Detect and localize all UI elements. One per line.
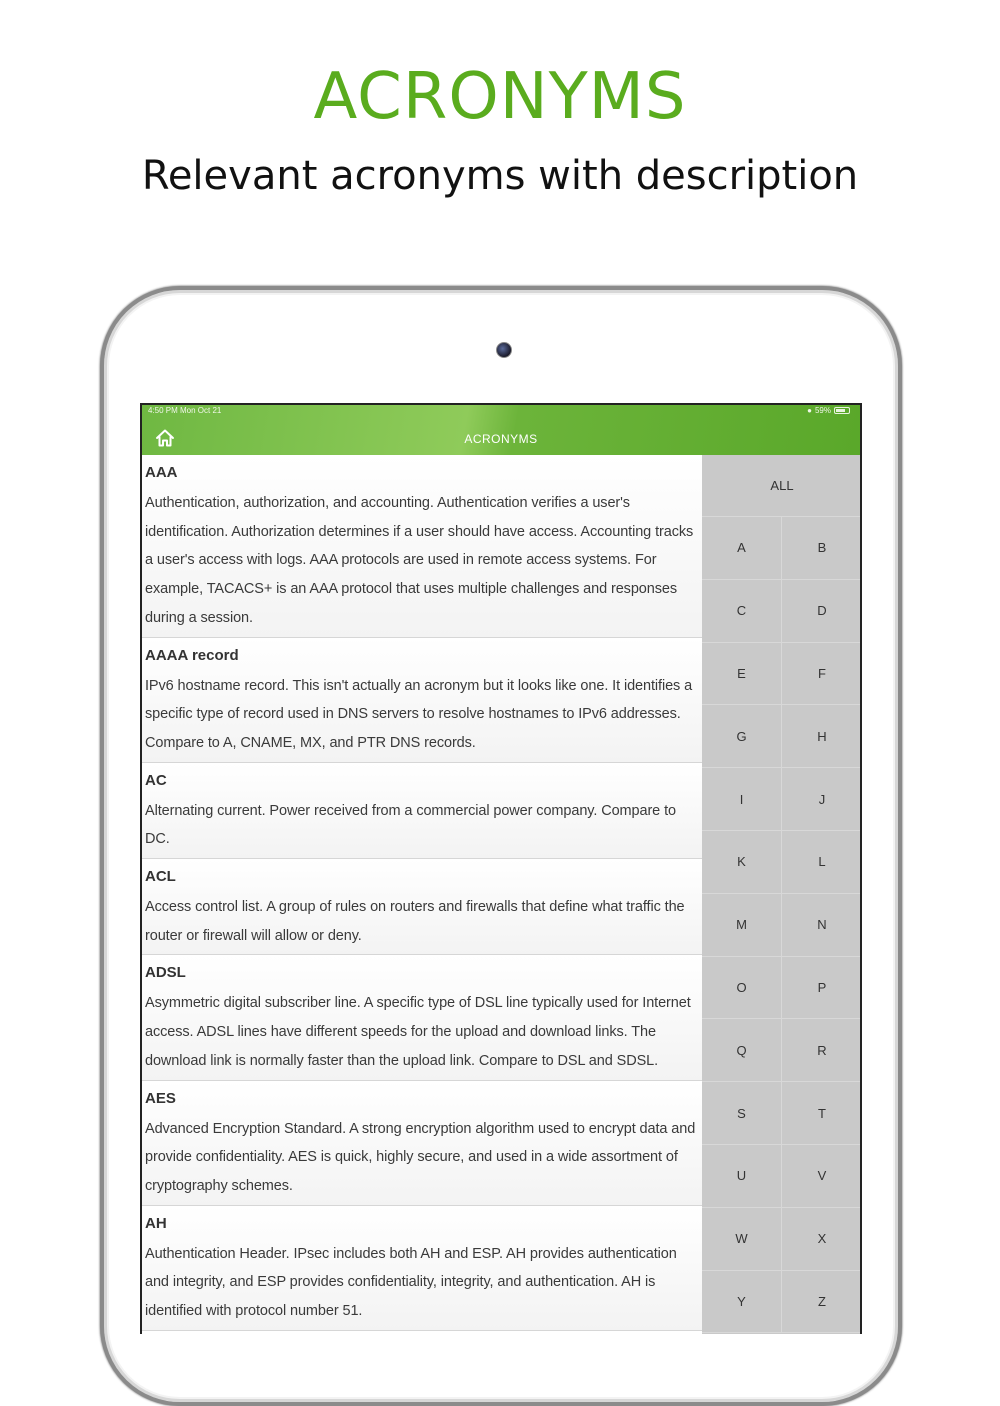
index-all-button[interactable]: ALL [702, 455, 862, 517]
index-letter-d[interactable]: D [782, 580, 862, 643]
list-item[interactable] [142, 955, 702, 1080]
promo-subline: Relevant acronyms with description [141, 153, 859, 199]
index-letter-g[interactable]: G [702, 705, 782, 768]
list-item[interactable] [142, 763, 702, 859]
alphabet-index [702, 455, 862, 1334]
index-letter-f[interactable]: F [782, 643, 862, 706]
nav-title: ACRONYMS [464, 432, 538, 446]
list-item[interactable] [142, 455, 702, 638]
acronym-term: ADSL [145, 964, 186, 982]
index-letter-a[interactable]: A [702, 517, 782, 580]
acronym-description: Alternating current. Power received from a commercial power company. Compare to DC. [145, 802, 676, 848]
navigation-bar [142, 405, 860, 455]
acronym-list[interactable] [142, 455, 702, 1334]
index-letter-v[interactable]: V [782, 1145, 862, 1208]
acronym-description: IPv6 hostname record. This isn't actually an acronym but it looks like one. It identifies a specific type of record used in DNS servers to resolve hostnames to IPv6 addresses. Compare to A, CNAME, MX, and PTR DNS records. [145, 677, 693, 751]
index-letter-c[interactable]: C [702, 580, 782, 643]
index-letter-x[interactable]: X [782, 1208, 862, 1271]
index-letter-b[interactable]: B [782, 517, 862, 580]
acronym-term: AAA [145, 464, 178, 481]
app-screen [140, 403, 862, 1334]
index-letter-m[interactable]: M [702, 894, 782, 957]
acronym-description: Authentication Header. IPsec includes both AH and ESP. AH provides authentication and integrity, and ESP provides confidentiality, integrity, and authentication. AH is identified with protocol number 51. [145, 1245, 677, 1320]
acronym-term: AC [145, 771, 167, 789]
index-letter-e[interactable]: E [702, 643, 782, 706]
index-letter-y[interactable]: Y [702, 1271, 782, 1334]
index-letter-p[interactable]: P [782, 957, 862, 1020]
list-item[interactable] [142, 1081, 702, 1206]
acronym-term: AES [145, 1089, 176, 1107]
list-item[interactable] [142, 1206, 702, 1331]
battery-icon [834, 407, 850, 414]
index-letter-i[interactable]: I [702, 768, 782, 831]
index-letter-w[interactable]: W [702, 1208, 782, 1271]
acronym-description: Asymmetric digital subscriber line. A specific type of DSL line typically used for Internet access. ADSL lines have different speeds for the upload and download links. The download link is normally faster than the upload link. Compare to DSL and SDSL. [145, 995, 691, 1069]
acronym-description: Authentication, authorization, and accounting. Authentication verifies a user's identification. Authorization determines if a user should have access. Accounting tracks a user's access with logs. AAA protocols are used in remote access systems. For example, TACACS+ is an AAA protocol that uses multiple challenges and responses during a session. [145, 495, 694, 626]
front-camera [496, 342, 512, 358]
index-letter-n[interactable]: N [782, 894, 862, 957]
index-letter-q[interactable]: Q [702, 1019, 782, 1082]
index-letter-l[interactable]: L [782, 831, 862, 894]
acronym-term: AAAA record [145, 646, 239, 664]
battery-percent: 59% [814, 406, 831, 415]
index-letter-grid [702, 517, 862, 1333]
index-letter-u[interactable]: U [702, 1145, 782, 1208]
list-item[interactable] [142, 638, 702, 763]
status-indicators [807, 406, 850, 415]
index-letter-h[interactable]: H [782, 705, 862, 768]
wifi-icon: ● [807, 406, 812, 415]
acronym-term: AH [145, 1214, 167, 1232]
status-time: 4:50 PM Mon Oct 21 [148, 406, 222, 415]
index-letter-j[interactable]: J [782, 768, 862, 831]
acronym-term: ACL [145, 868, 176, 886]
index-letter-k[interactable]: K [702, 831, 782, 894]
list-item[interactable] [142, 859, 702, 955]
index-letter-r[interactable]: R [782, 1019, 862, 1082]
index-letter-t[interactable]: T [782, 1082, 862, 1145]
index-letter-o[interactable]: O [702, 957, 782, 1020]
promo-headline: ACRONYMS [313, 60, 687, 134]
acronym-description: Access control list. A group of rules on routers and firewalls that define what traffic the router or firewall will allow or deny. [145, 899, 685, 944]
index-letter-s[interactable]: S [702, 1082, 782, 1145]
index-letter-z[interactable]: Z [782, 1271, 862, 1334]
acronym-description: Advanced Encryption Standard. A strong encryption algorithm used to encrypt data and provide confidentiality. AES is quick, highly secure, and used in a wide assortment of cryptography schemes. [145, 1120, 696, 1194]
